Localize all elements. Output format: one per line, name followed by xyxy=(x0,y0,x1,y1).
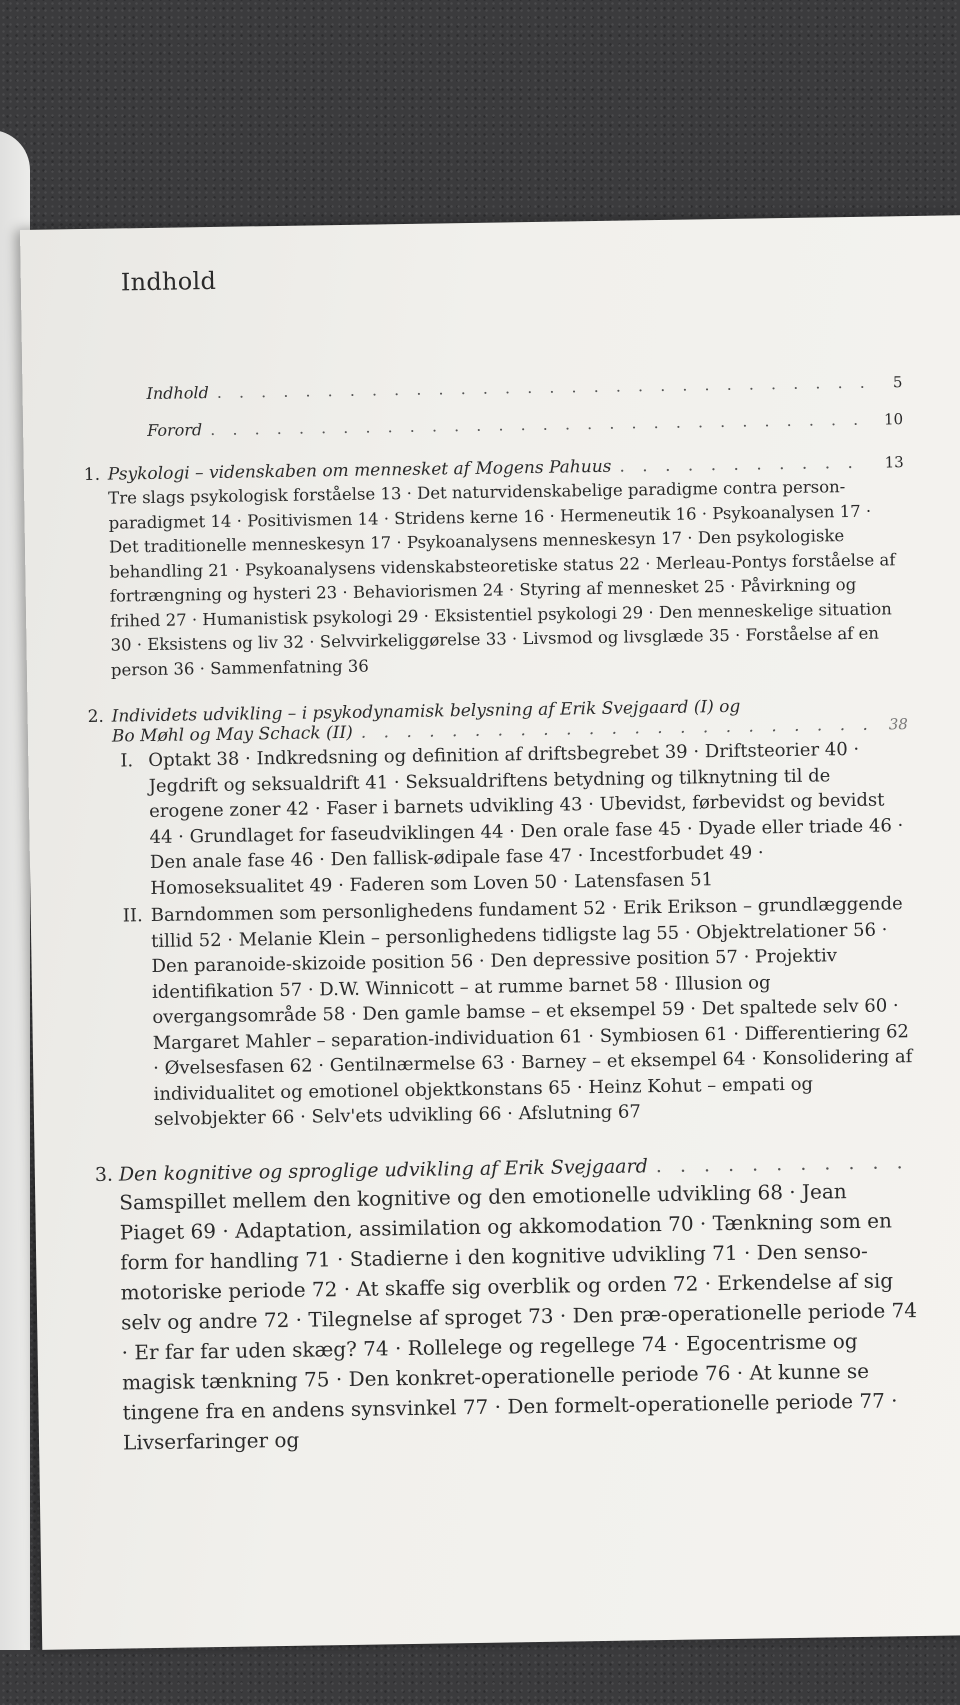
leader-dots xyxy=(210,410,867,439)
chapter-title-text: Bo Møhl og May Schack (II) xyxy=(111,722,353,747)
chapter-number: 2. xyxy=(87,706,105,727)
toc-entry-forord xyxy=(147,409,903,440)
section-numeral: II. xyxy=(122,905,143,927)
leader-dots xyxy=(619,453,868,477)
toc-content xyxy=(81,256,920,1457)
chapter-topics: Tre slags psykologisk forståelse 13 · Det naturvidenskabelige paradigme contra person-paradigmet 14 · Positivismen 14 · Stridens kerne 16 · Hermeneutik 16 · Psykoanalysen 17 · Det traditionelle menneskesyn 17 · Psykoanalysens menneskesyn 17 · Den psykologiske behandling 21 · Psykoanalysens videnskabsteoretiske status 22 · Merleau-Pontys forståelse af fortrængning og hysteri 23 · Behaviorismen 24 · Styring af mennesket 25 · Påvirkning og frihed 27 · Humanistisk psykologi 29 · Eksistentiel psykologi 29 · Den menneskelige situation 30 · Eksistens og liv 32 · Selvvirkeliggørelse 33 · Livsmod og livsglæde 35 · Forståelse af en person 36 · Sammenfatning 36 xyxy=(108,477,896,680)
chapter-topics: Samspillet mellem den kognitive og den emotionelle udvikling 68 · Jean Piaget 69 · Adaptation, assimilation og akkomodation 70 · Tænkning som en form for handling 71 · Stadierne i den kognitive udvikling 71 · Den senso-motoriske periode 72 · At skaffe sig overblik og orden 72 · Erkendelse af sig selv og andre 72 · Tilegnelse af sproget 73 · Den præ-operationelle periode 74 · Er far far uden skæg? 74 · Rollelege og regellege 74 · Egocentrisme og magisk tænkning 75 · Den konkret-operationelle periode 76 · At kunne se tingene fra en andens synsvinkel 77 · Den formelt-operationelle periode 77 · Livserfaringer og xyxy=(119,1178,918,1455)
section-topics: Optakt 38 · Indkredsning og definition af driftsbegrebet 39 · Driftsteorier 40 · Jegdrift og seksualdrift 41 · Seksualdriftens betydning og tilknytning til de erogene zoner 42 · Faser i barnets udvikling 43 · Ubevidst, førbevidst og bevidst 44 · Grundlaget for faseudviklingen 44 · Den orale fase 45 · Dyade eller triade 46 · Den anale fase 46 · Den fallisk-ødipale fase 47 · Incestforbudet 49 · Homoseksualitet 49 · Faderen som Loven 50 · Latensfasen 51 xyxy=(148,738,904,899)
chapter-3 xyxy=(95,1151,920,1458)
chapter-page: 13 xyxy=(884,453,904,472)
section-ii xyxy=(91,891,915,1133)
leader-dots xyxy=(217,373,867,402)
toc-entry-label: Forord xyxy=(147,420,203,441)
toc-entry-label: Indhold xyxy=(146,383,209,404)
toc-entry-indhold xyxy=(146,372,902,403)
leader-dots xyxy=(656,1151,907,1177)
book-page xyxy=(20,215,960,1650)
chapter-title-text: Den kognitive og sproglige udvikling af Erik Svejgaard xyxy=(118,1154,648,1186)
page-heading: Indhold xyxy=(120,266,217,297)
chapter-1 xyxy=(84,452,907,683)
chapter-title-text: Psykologi – videnskaben om mennesket af Mogens Pahuus xyxy=(107,456,612,485)
section-numeral: I. xyxy=(120,750,134,772)
section-topics: Barndommen som personlighedens fundament 52 · Erik Erikson – grundlæggende tillid 52 · Melanie Klein – personlighedens tidligste lag 55 · Objektrelationer 56 · Den paranoide-skizoide position 56 · Den depressive position 57 · Projektiv identifikation 57 · D.W. Winnicott – at rumme barnet 58 · Illusion og overgangsområde 58 · Den gamle bamse – et eksempel 59 · Det spaltede selv 60 · Margaret Mahler – separation-individuation 61 · Symbiosen 61 · Differentiering 62 · Øvelsesfasen 62 · Gentilnærmelse 63 · Barney – et eksempel 64 · Konsolidering af individualitet og emotionel objektkonstans 65 · Heinz Kohut – empati og selvobjekter 66 · Selv'ets udvikling 66 · Afslutning 67 xyxy=(150,893,913,1131)
chapter-page: 38 xyxy=(888,715,909,734)
chapter-number: 1. xyxy=(83,464,101,486)
toc-entry-page: 5 xyxy=(892,373,903,392)
chapter-number: 3. xyxy=(94,1163,114,1186)
chapter-title-text: Individets udvikling – i psykodynamisk belysning af Erik Svejgaard (I) og xyxy=(111,696,741,727)
chapter-2 xyxy=(88,694,915,1133)
section-i xyxy=(88,736,910,902)
toc-entry-page: 10 xyxy=(883,410,904,429)
